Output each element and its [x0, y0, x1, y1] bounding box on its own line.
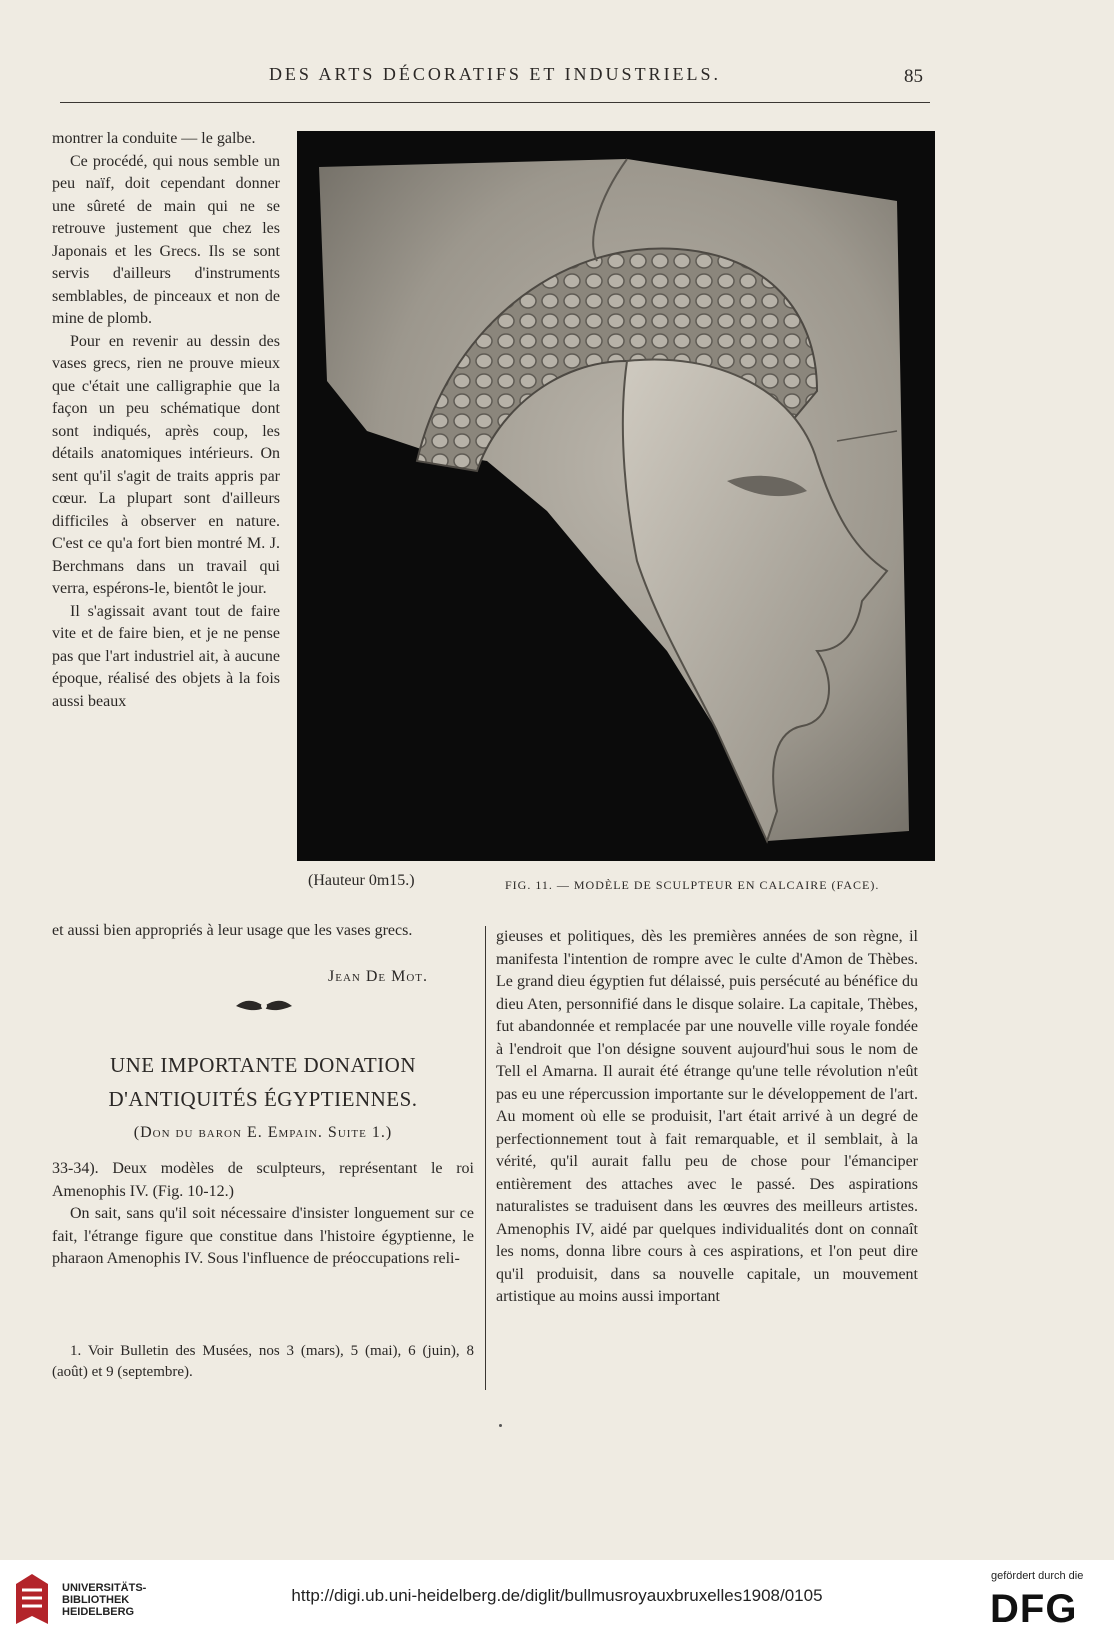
paragraph: gieuses et politiques, dès les premières années de son règne, il manifesta l'intention de rompre avec le culte d'Amon de Thèbes. Le grand dieu égyptien fut délaissé, puis persécuté au bénéfice du dieu Aten, personnifié dans le disque solaire. La capitale, Thèbes, fut abandonnée et remplacée par une nouvelle ville royale fondée à l'endroit que l'on désigne souvent aujourd'hui sous le nom de Tell el Amarna. Il aurait été étrange qu'une telle révolution n'eût pas eu une répercussion importante sur le développement de l'art. Au moment où elle se produisit, l'art était arrivé à un degré de perfectionnement tout à fait remarquable, et il semblait, à la vérité, qu'il aurait fallu peu de chose pour l'émanciper entièrement des attaches avec le passé. Des aspirations naturalistes se traduisent dans les œuvres des meilleurs artistes. Amenophis IV, aidé par quelques individualités dont on connaît les noms, donna libre cours à ces aspirations, et l'on peut dire qu'il produisit, dans sa nouvelle capitale, un mouvement artistique au moins aussi important: [496, 928, 918, 1305]
author-signature: Jean De Mot.: [328, 968, 428, 985]
column-rule: [485, 926, 486, 1390]
footnote: 1. Voir Bulletin des Musées, nos 3 (mars), 5 (mai), 6 (juin), 8 (août) et 9 (septembre).: [52, 1343, 474, 1380]
source-url-link[interactable]: http://digi.ub.uni-heidelberg.de/diglit/bullmusroyauxbruxelles1908/0105: [291, 1586, 823, 1605]
donor-line: (Don du baron E. Empain. Suite 1.): [133, 1124, 393, 1141]
continuation-text: et aussi bien appropriés à leur usage que les vases grecs.: [52, 922, 413, 939]
running-head: DES ARTS DÉCORATIFS ET INDUSTRIELS.: [268, 64, 722, 84]
header-rule: [60, 102, 930, 103]
paragraph: 33-34). Deux modèles de sculpteurs, représentant le roi Amenophis IV. (Fig. 10-12.): [52, 1160, 474, 1200]
paragraph: Ce procédé, qui nous semble un peu naïf, doit cependant donner une sûreté de main qui ne se retrouve justement que chez les Japonais et les Grecs. Ils se sont servis d'ailleurs d'instruments semblables, de pinceaux et non de mine de plomb.: [52, 152, 280, 327]
paragraph: On sait, sans qu'il soit nécessaire d'insister longuement sur ce fait, l'étrange figure que constitue dans l'histoire égyptienne, le pharaon Amenophis IV. Sous l'influence de préoccupations reli-: [52, 1205, 474, 1267]
sculptor-model-photo: [297, 131, 935, 861]
figure-caption: FIG. 11. — MODÈLE DE SCULPTEUR EN CALCAIRE (FACE).: [505, 878, 880, 892]
funding-label: gefördert durch die: [991, 1570, 1084, 1582]
ornament-icon: [234, 996, 294, 1016]
paragraph: Il s'agissait avant tout de faire vite et de faire bien, et je ne pense pas que l'art industriel ait, à aucune époque, réalisé des objets à la fois aussi beaux: [52, 602, 280, 710]
article-body-left: [52, 1158, 474, 1271]
article-body-right: [496, 926, 918, 1309]
paragraph: Pour en revenir au dessin des vases grecs, rien ne prouve mieux que c'était une calligraphie que la façon un peu schématique dont sont indiqués, après coup, les détails anatomiques intérieurs. On sent qu'il s'agit de traits appris par cœur. La plupart sont d'ailleurs difficiles à observer en nature. C'est ce qu'a fort bien montré M. J. Berchmans dans un travail qui verra, espérons-le, bientôt le jour.: [52, 332, 280, 597]
article-title: [52, 1048, 474, 1116]
stray-mark: [499, 1424, 502, 1427]
paragraph: montrer la conduite — le galbe.: [52, 130, 256, 147]
figure-height-note: (Hauteur 0m15.): [308, 872, 415, 889]
title-line: UNE IMPORTANTE DONATION: [109, 1053, 417, 1077]
dfg-logo: DFG: [990, 1587, 1078, 1631]
title-line: D'ANTIQUITÉS ÉGYPTIENNES.: [108, 1087, 418, 1111]
left-narrow-column: [52, 128, 280, 713]
digitization-footer: [0, 1560, 1114, 1640]
page-number: 85: [904, 66, 923, 87]
library-name: UNIVERSITÄTS- BIBLIOTHEK HEIDELBERG: [62, 1582, 147, 1618]
